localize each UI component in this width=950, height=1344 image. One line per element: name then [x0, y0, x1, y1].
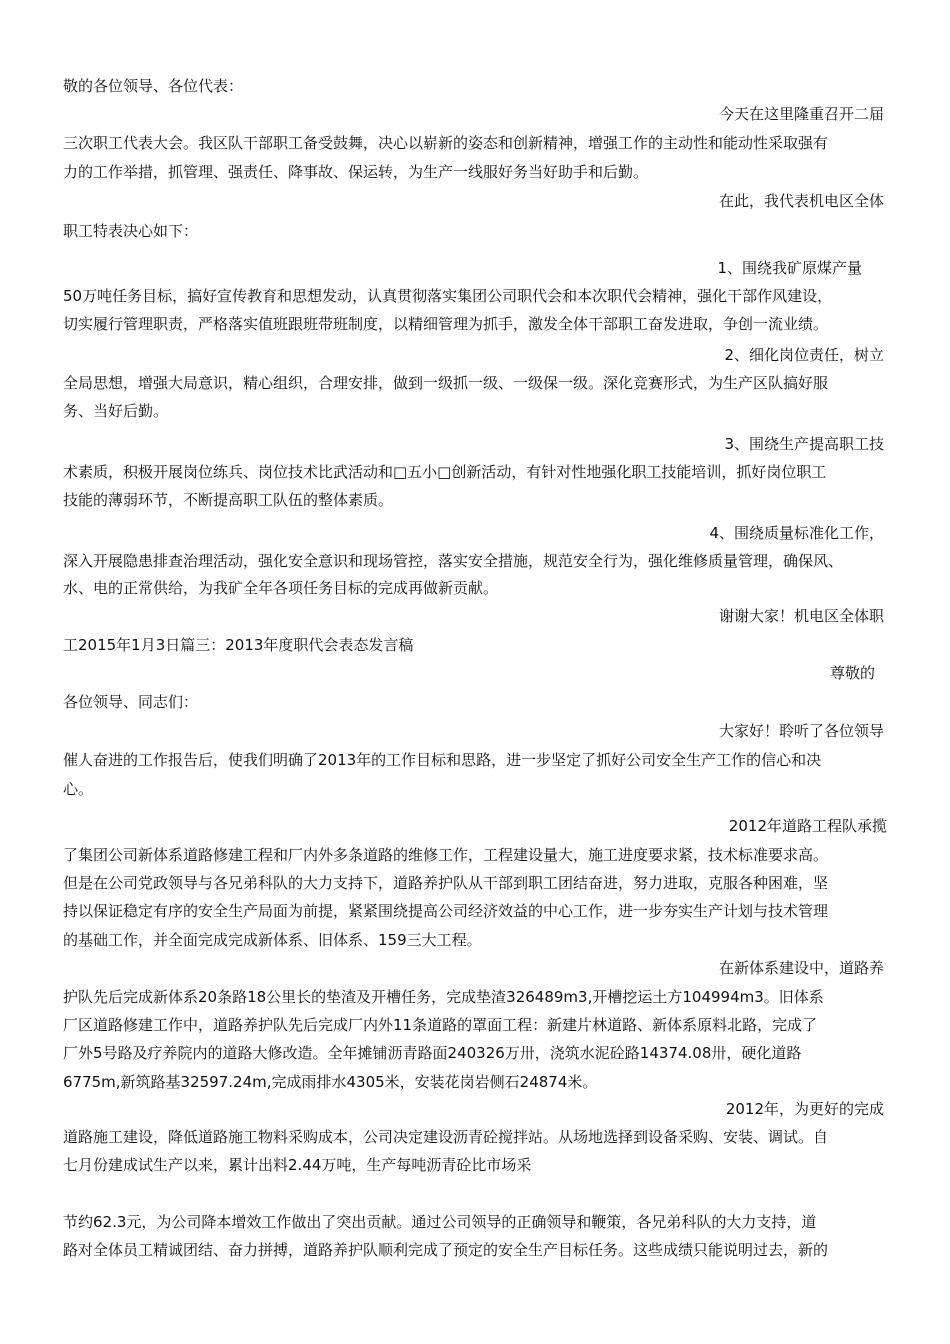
text-line: 心。 [63, 780, 94, 798]
text-line: 今天在这里隆重召开二届 [718, 105, 884, 123]
text-line: 力的工作举措，抓管理、强责任、降事故、保运转，为生产一线服好务当好助手和后勤。 [63, 163, 649, 181]
text-line: 三次职工代表大会。我区队干部职工备受鼓舞，决心以崭新的姿态和创新精神，增强工作的主动性和能动性采取强有 [63, 134, 829, 152]
text-line: 催人奋进的工作报告后，使我们明确了2013年的工作目标和思路，进一步坚定了抓好公司安全生产工作的信心和决 [63, 751, 822, 769]
section-title: 工2015年1月3日篇三：2013年度职代会表态发言稿 [63, 636, 414, 654]
text-line: 谢谢大家！机电区全体职 [718, 607, 884, 625]
text-line: 各位领导、同志们： [63, 693, 199, 711]
text-line: 全局思想，增强大局意识，精心组织，合理安排，做到一级抓一级、一级保一级。深化竞赛形式，为生产区队搞好服 [63, 374, 829, 392]
text-line: 道路施工建设，降低道路施工物料采购成本，公司决定建设沥青砼搅拌站。从场地选择到设备采购、安装、调试。自 [63, 1128, 829, 1146]
text-line: 厂区道路修建工作中，道路养护队先后完成厂内外11条道路的罩面工程：新建片林道路、新体系原料北路，完成了 [63, 1016, 818, 1034]
text-line: 术素质，积极开展岗位练兵、岗位技术比武活动和□五小□创新活动，有针对性地强化职工技能培训，抓好岗位职工 [63, 463, 827, 481]
text-line: 2012年，为更好的完成 [725, 1100, 884, 1118]
text-line: 了集团公司新体系道路修建工程和厂内外多条道路的维修工作，工程建设量大，施工进度要求紧，技术标准要求高。 [63, 846, 829, 864]
text-line: 但是在公司党政领导与各兄弟科队的大力支持下，道路养护队从干部到职工团结奋进，努力进取，克服各种困难，坚 [63, 874, 829, 892]
text-line: 在新体系建设中，道路养 [718, 959, 884, 977]
text-line: 6775m,新筑路基32597.24m,完成雨排水4305米，安装花岗岩侧石24874米。 [63, 1073, 598, 1091]
text-line: 大家好！聆听了各位领导 [718, 722, 884, 740]
text-line: 职工特表决心如下： [63, 222, 199, 240]
text-line: 厂外5号路及疗养院内的道路大修改造。全年摊铺沥青路面240326万卅，浇筑水泥砼路14374.08卅，硬化道路 [63, 1044, 802, 1062]
list-item-heading: 3、围绕生产提高职工技 [724, 435, 884, 453]
text-line: 的基础工作，并全面完成完成新体系、旧体系、159三大工程。 [63, 931, 482, 949]
list-item-heading: 4、围绕质量标准化工作， [709, 524, 884, 542]
list-item-heading: 2、细化岗位责任，树立 [724, 346, 884, 364]
text-line: 持以保证稳定有序的安全生产局面为前提，紧紧围绕提高公司经济效益的中心工作，进一步夯实生产计划与技术管理 [63, 902, 829, 920]
text-line: 务、当好后勤。 [63, 402, 169, 420]
text-line: 深入开展隐患排查治理活动，强化安全意识和现场管控，落实安全措施，规范安全行为，强化维修质量管理，确保风、 [63, 552, 844, 570]
text-line: 在此，我代表机电区全体 [718, 192, 884, 210]
text-line: 节约62.3元，为公司降本增效工作做出了突出贡献。通过公司领导的正确领导和鞭策，各兄弟科队的大力支持，道 [63, 1213, 817, 1231]
text-line: 2012年道路工程队承揽 [728, 817, 887, 835]
text-line: 技能的薄弱环节，不断提高职工队伍的整体素质。 [63, 491, 394, 509]
text-line: 水、电的正常供给，为我矿全年各项任务目标的完成再做新贡献。 [63, 579, 499, 597]
text-line: 路对全体员工精诚团结、奋力拼搏，道路养护队顺利完成了预定的安全生产目标任务。这些成绩只能说明过去，新的 [63, 1241, 829, 1259]
text-line: 尊敬的 [829, 664, 875, 682]
text-line: 护队先后完成新体系20条路18公里长的垫渣及开槽任务，完成垫渣326489m3,开槽挖运土方104994m3。旧体系 [63, 988, 824, 1006]
text-line: 七月份建成试生产以来，累计出料2.44万吨，生产每吨沥青砼比市场采 [63, 1156, 532, 1174]
text-line: 敬的各位领导、各位代表： [63, 77, 244, 95]
text-line: 切实履行管理职责，严格落实值班跟班带班制度，以精细管理为抓手，激发全体干部职工奋发进取，争创一流业绩。 [63, 315, 829, 333]
text-line: 50万吨任务目标，搞好宣传教育和思想发动，认真贯彻落实集团公司职代会和本次职代会精神，强化干部作风建设， [63, 287, 833, 305]
list-item-heading: 1、围绕我矿原煤产量 [717, 259, 862, 277]
